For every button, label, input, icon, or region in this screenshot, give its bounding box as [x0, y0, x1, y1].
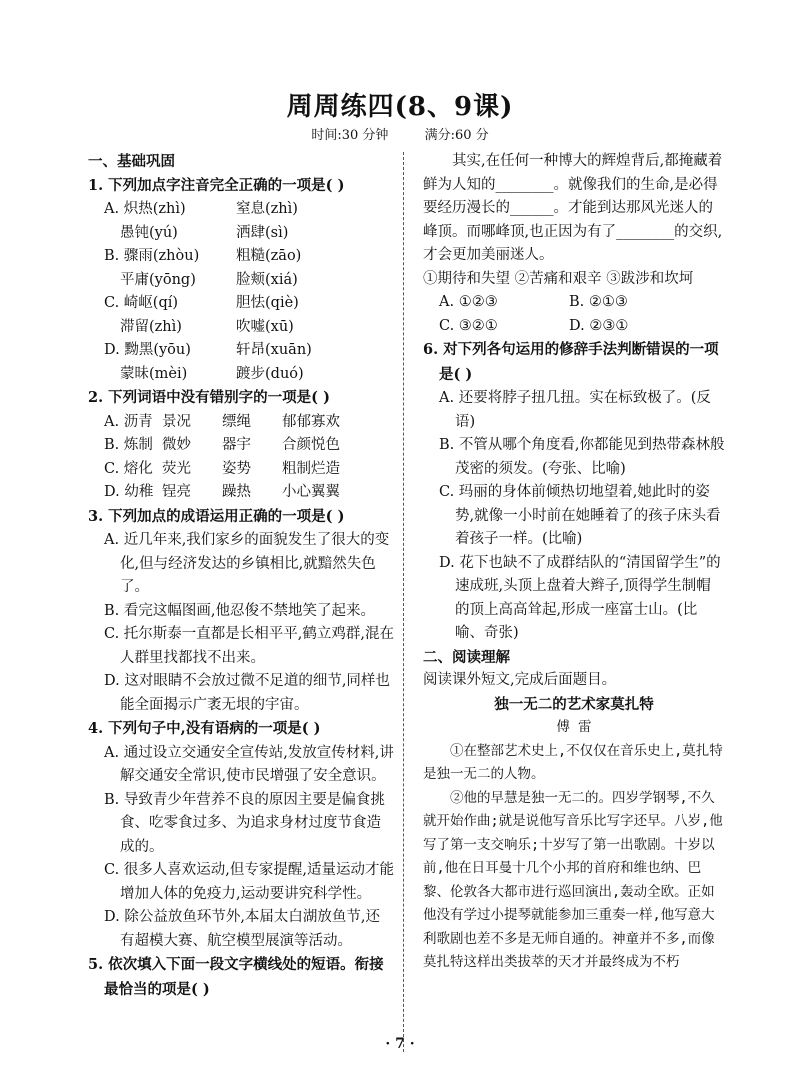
q4-option-a[interactable]: A. 通过设立交通安全宣传站,发放宣传材料,讲解交通安全常识,使市民增强了安全意识。 — [104, 744, 394, 784]
q2-option-c[interactable]: C. 熔化 荧光 姿势 粗制烂造 — [104, 460, 340, 477]
time-limit: 时间:30 分钟 — [311, 128, 389, 143]
q4-option-d[interactable]: D. 除公益放鱼环节外,本届太白湖放鱼节,还有超模大赛、航空模型展演等活动。 — [104, 909, 381, 949]
q6-option-a[interactable]: A. 还要将脖子扭几扭。实在标致极了。(反语) — [439, 390, 711, 430]
q1-stem: 1. 下列加点字注音完全正确的一项是( ) — [88, 176, 345, 194]
page-title: 周周练四(8、9课) — [286, 92, 514, 122]
q2-option-d[interactable]: D. 幼稚 锃亮 躁热 小心翼翼 — [104, 484, 340, 500]
q1-option-b-2: 平庸(yōng) 脸颊(xiá) — [120, 271, 298, 288]
question-5 — [88, 953, 394, 1002]
q5-option-d[interactable]: D. ②③① — [569, 317, 629, 334]
question-4 — [88, 717, 394, 953]
question-6 — [423, 338, 725, 646]
q5-option-b[interactable]: B. ②①③ — [569, 294, 628, 310]
section-reading: 二、阅读理解 — [423, 648, 510, 666]
q5-passage: 其实,在任何一种博大的辉煌背后,都掩藏着鲜为人知的________。就像我们的生命,是必得要经历漫长的______。才能到达那风光迷人的峰顶。而哪峰顶,也正因为有了________的交织,才会更加美丽迷人。 — [423, 153, 723, 263]
q6-option-d[interactable]: D. 花下也缺不了成群结队的“清国留学生”的速成班,头顶上盘着大辫子,顶得学生制帽的顶上高高耸起,形成一座富士山。(比喻、奇张) — [439, 554, 721, 641]
q4-option-b[interactable]: B. 导致青少年营养不良的原因主要是偏食挑食、吃零食过多、为追求身材过度节食造成的。 — [104, 791, 385, 855]
section-basic: 一、基础巩固 — [88, 153, 175, 170]
question-2 — [88, 386, 394, 505]
q6-option-b[interactable]: B. 不管从哪个角度看,你都能见到热带森林般茂密的须发。(夸张、比喻) — [439, 437, 725, 477]
q3-option-c[interactable]: C. 托尔斯泰一直都是长相平平,鹤立鸡群,混在人群里找都找不出来。 — [104, 626, 395, 666]
article-title: 独一无二的艺术家莫扎特 — [494, 695, 654, 713]
q4-option-c[interactable]: C. 很多人喜欢运动,但专家提醒,适量运动才能增加人体的免疫力,运动要讲究科学性。 — [104, 862, 395, 902]
page-number: · 7 · — [385, 1036, 415, 1052]
q5-choices: ①期待和失望 ②苦痛和艰辛 ③跋涉和坎坷 — [423, 270, 694, 287]
q2-option-b[interactable]: B. 炼制 微妙 器宇 合颜悦色 — [104, 437, 340, 453]
q5-option-c[interactable]: C. ③②① — [439, 317, 498, 334]
right-column — [423, 150, 725, 975]
q3-stem: 3. 下列加点的成语运用正确的一项是( ) — [88, 507, 345, 525]
article-author: 傅 雷 — [556, 719, 592, 735]
q1-option-b[interactable]: B. 骤雨(zhòu) 粗糙(zāo) — [104, 248, 302, 264]
question-1 — [88, 174, 394, 387]
q4-stem: 4. 下列句子中,没有语病的一项是( ) — [88, 720, 321, 737]
reading-intro: 阅读课外短文,完成后面题目。 — [423, 672, 617, 688]
column-divider — [403, 152, 404, 1052]
q2-stem: 2. 下列词语中没有错别字的一项是( ) — [88, 389, 330, 406]
q1-option-a-2: 愚钝(yú) 洒肆(sì) — [120, 224, 289, 241]
q5-stem: 5. 依次填入下面一段文字横线处的短语。衔接最恰当的项是( ) — [88, 956, 384, 998]
left-column — [88, 150, 394, 1002]
article-paragraph-2: ②他的早慧是独一无二的。四岁学钢琴,不久就开始作曲;就是说他写音乐比写字还早。八岁,他写了第一支交响乐;十岁写了第一出歌剧。十岁以前,他在日耳曼十几个小邦的首府和维也纳、巴黎、伦敦各大都市进行巡回演出,轰动全欧。正如他没有学过小提琴就能参加三重奏一样,他写意大利歌剧也差不多是无师自通的。神童并不多,而像莫扎特这样出类拔萃的天才并最终成为不朽 — [423, 789, 723, 970]
q1-option-c[interactable]: C. 崎岖(qí) 胆怯(qiè) — [104, 295, 299, 311]
exam-info — [0, 124, 800, 143]
q3-option-b[interactable]: B. 看完这幅图画,他忍俊不禁地笑了起来。 — [104, 602, 375, 619]
q3-option-a[interactable]: A. 近几年来,我们家乡的面貌发生了很大的变化,但与经济发达的乡镇相比,就黯然失色了。 — [104, 532, 390, 595]
q1-option-c-2: 滞留(zhì) 吹嘘(xū) — [120, 318, 294, 335]
full-score: 满分:60 分 — [424, 128, 489, 143]
question-3 — [88, 505, 394, 718]
q5-options-cd — [423, 315, 725, 339]
q3-option-d[interactable]: D. 这对眼睛不会放过微不足道的细节,同样也能全面揭示广袤无垠的宇宙。 — [104, 673, 390, 713]
q1-option-d-2: 蒙昧(mèi) 踱步(duó) — [120, 365, 304, 382]
article-paragraph-1: ①在整部艺术史上,不仅仅在音乐史上,莫扎特是独一无二的人物。 — [423, 742, 723, 782]
q2-option-a[interactable]: A. 沥青 景况 缥绳 郁郁寡欢 — [104, 413, 340, 430]
q6-option-c[interactable]: C. 玛丽的身体前倾热切地望着,她此时的姿势,就像一小时前在她睡着了的孩子床头看着孩子一样。(比喻) — [439, 484, 721, 547]
q6-stem: 6. 对下列各句运用的修辞手法判断错误的一项是( ) — [423, 341, 719, 383]
q1-option-d[interactable]: D. 黝黑(yōu) 轩昂(xuān) — [104, 342, 312, 358]
q5-options-ab — [423, 291, 725, 315]
q5-option-a[interactable]: A. ①②③ — [439, 294, 498, 310]
q1-option-a[interactable]: A. 炽热(zhì) 窒息(zhì) — [104, 201, 298, 217]
